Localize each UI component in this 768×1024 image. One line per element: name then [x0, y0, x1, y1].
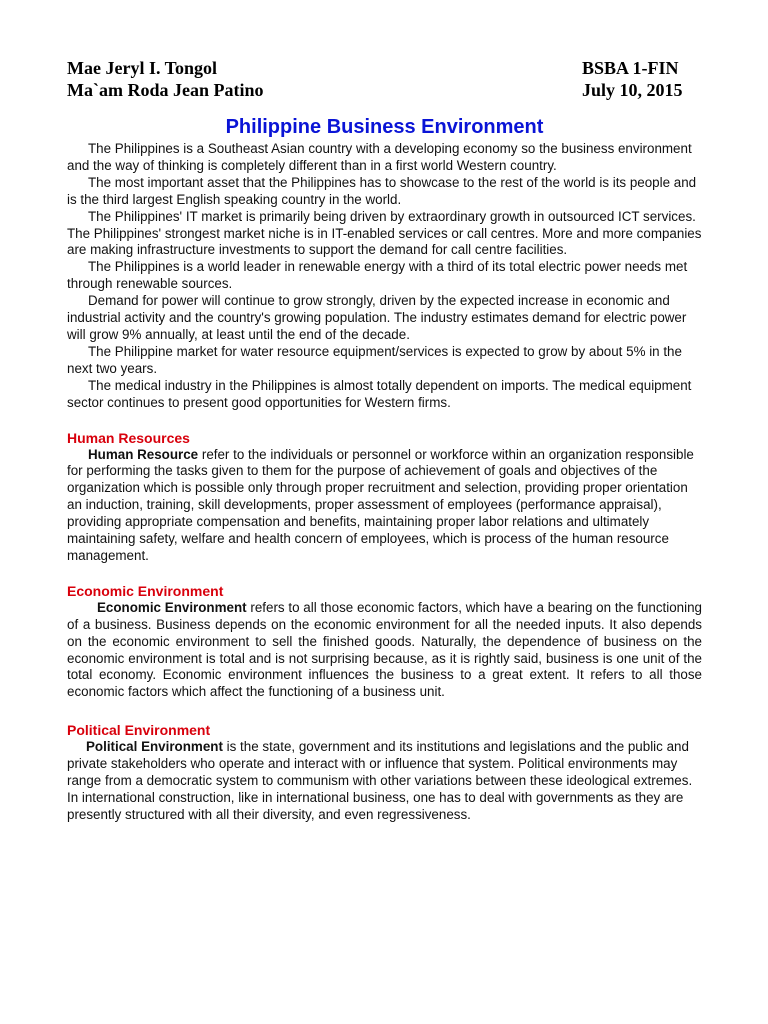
human-resources-heading: Human Resources	[67, 429, 190, 446]
document-title: Philippine Business Environment	[225, 116, 544, 138]
political-environment-heading: Political Environment	[67, 722, 211, 739]
economic-environment-heading: Economic Environment	[67, 582, 224, 599]
human-resources-body: refer to the individuals or personnel or workforce within an organization responsible for performing the tasks given to them for the purpose of achievement of goals and objectives of the organization which is possible only through proper recruitment and selection, providing proper orientation an induction, training, skill developments, proper assessment of employees (performance appraisal), providing appropriate compensation and benefits, maintaining proper labor relations and ultimately maintaining safety, welfare and health concern of employees, which is process of the human resource management.	[67, 446, 694, 563]
economic-environment-body: refers to all those economic factors, which have a bearing on the functioning of a business. Business depends on the economic environment for all the needed inputs. It also depends on the economic environment to sell the finished goods. Naturally, the dependence of business on the economic environment is total and is not surprising because, as it is rightly said, business is one unit of the total economy. Economic environment influences the business to a great extent. It refers to all those economic factors which affect the functioning of a business unit.	[67, 599, 702, 700]
date: July 10, 2015	[582, 80, 683, 100]
header-row-2	[67, 79, 702, 101]
student-name: Mae Jeryl I. Tongol	[67, 58, 218, 78]
human-resources-lead: Human Resource	[88, 446, 199, 462]
human-resources-paragraph	[67, 447, 702, 565]
intro-paragraph: Demand for power will continue to grow strongly, driven by the expected increase in economic and industrial activity and the country's growing population. The industry estimates demand for electric power will grow 9% annually, at least until the end of the decade.	[67, 293, 687, 342]
intro-paragraph: The Philippines is a Southeast Asian country with a developing economy so the business environment and the way of thinking is completely different than in a first world Western country.	[67, 141, 692, 173]
intro-paragraph: The medical industry in the Philippines is almost totally dependent on imports. The medical equipment sector continues to present good opportunities for Western firms.	[67, 377, 692, 410]
teacher-name: Ma`am Roda Jean Patino	[67, 80, 264, 100]
economic-environment-lead: Economic Environment	[97, 599, 247, 615]
political-environment-body: is the state, government and its institutions and legislations and the public and private stakeholders who operate and interact with or influence that system. Political environments may range from a democratic system to communism with other variations between these ideological extremes. In international construction, like in international business, one has to deal with governments as they are presently structured with all their diversity, and even regressiveness.	[67, 739, 693, 822]
document-page	[67, 57, 702, 824]
political-environment-lead: Political Environment	[86, 739, 223, 755]
intro-paragraph: The Philippine market for water resource equipment/services is expected to grow by about 5% in the next two years.	[67, 343, 682, 376]
economic-environment-paragraph	[67, 600, 702, 701]
course: BSBA 1-FIN	[582, 58, 679, 78]
political-environment-paragraph	[67, 739, 702, 824]
intro-paragraph: The Philippines is a world leader in renewable energy with a third of its total electric power needs met through renewable sources.	[67, 259, 688, 292]
intro-paragraph: The Philippines' IT market is primarily being driven by extraordinary growth in outsourced ICT services. The Philippines' strongest market niche is in IT-enabled services or call centres. More and more companies are making infrastructure investments to support the demand for call centre facilities.	[67, 208, 702, 258]
intro-paragraph: The most important asset that the Philippines has to showcase to the rest of the world is its people and is the third largest English speaking country in the world.	[67, 174, 697, 207]
header-row-1	[67, 57, 702, 79]
